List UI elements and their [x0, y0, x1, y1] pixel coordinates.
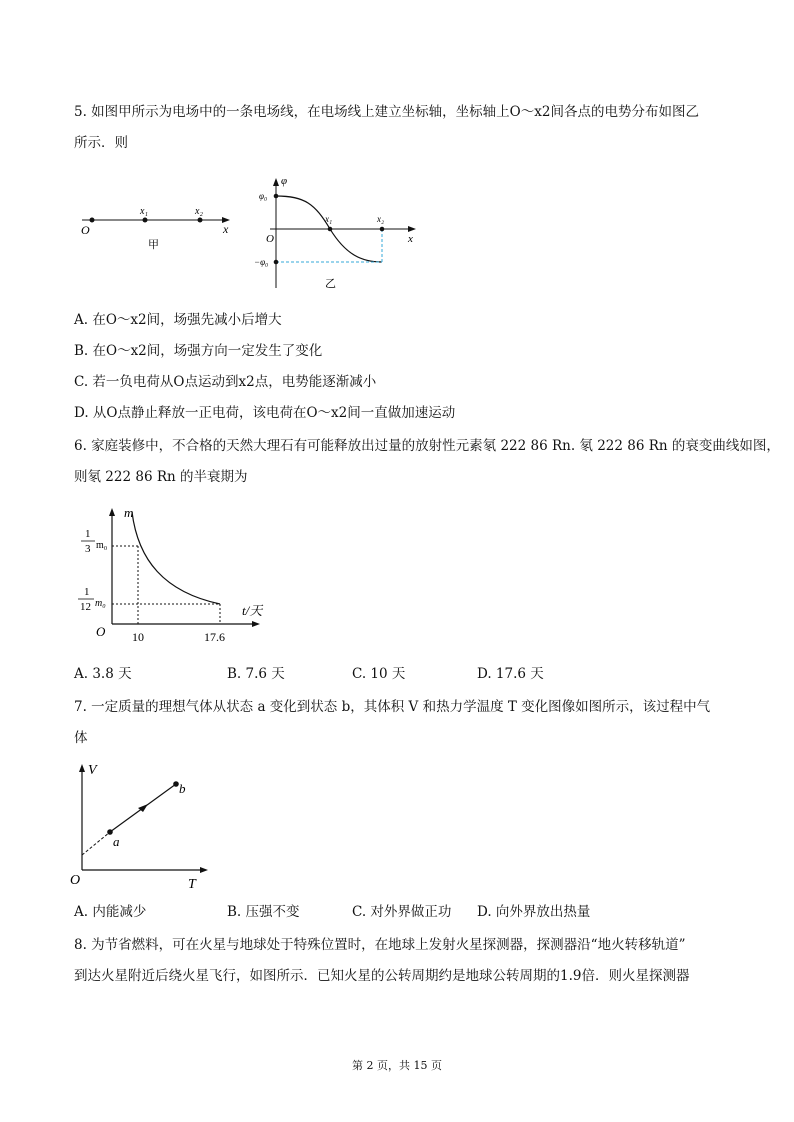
q7-stem-line1: 7. 一定质量的理想气体从状态 a 变化到状态 b，其体积 V 和热力学温度 T 变化图像如图所示，该过程中气 — [74, 699, 711, 715]
jia-x1-label: x₁ — [140, 206, 148, 217]
yi-x-axis-label: x — [408, 233, 413, 245]
q7-option-b: B. 压强不变 — [227, 904, 300, 920]
q7-t-axis-label: T — [188, 877, 196, 892]
yi-x1-label: x₁ — [325, 214, 333, 224]
yi-neg-phi0-label: −φ₀ — [254, 257, 269, 267]
yi-caption: 乙 — [325, 278, 336, 290]
q6-origin-label: O — [96, 624, 106, 639]
q5-figure-jia — [78, 200, 238, 252]
q7-stem-line2: 体 — [74, 730, 88, 746]
q7-option-d: D. 向外界放出热量 — [477, 904, 591, 920]
q6-option-b: B. 7.6 天 — [227, 666, 285, 682]
q6-ytick2-num: 1 — [84, 586, 90, 598]
yi-origin-label: O — [266, 233, 274, 245]
q7-option-c: C. 对外界做正功 — [352, 904, 452, 920]
jia-origin-label: O — [81, 223, 90, 237]
q6-decay-graph — [72, 500, 292, 648]
q6-ytick2-unit: m₀ — [95, 598, 106, 609]
q5-option-b: B. 在O～x2间，场强方向一定发生了变化 — [74, 343, 323, 359]
yi-phi-axis-label: φ — [281, 175, 288, 187]
q6-stem-line2: 则氡 222 86 Rn 的半衰期为 — [74, 469, 248, 485]
q5-figure-yi — [250, 172, 425, 292]
q6-ytick1-num: 1 — [85, 528, 91, 540]
q6-ytick1-unit: m₀ — [96, 540, 108, 551]
q7-origin-label: O — [70, 873, 81, 888]
q8-stem-line1: 8. 为节省燃料，可在火星与地球处于特殊位置时，在地球上发射火星探测器，探测器沿“地火转移轨道” — [74, 937, 686, 953]
yi-phi0-label: φ₀ — [259, 191, 268, 201]
q6-t-axis-label: t/天 — [242, 603, 263, 618]
q5-option-c: C. 若一负电荷从O点运动到x2点，电势能逐渐减小 — [74, 374, 377, 390]
q5-option-a: A. 在O～x2间，场强先减小后增大 — [74, 312, 282, 328]
page-footer: 第 2 页，共 15 页 — [352, 1059, 442, 1072]
decay-curve — [132, 512, 220, 604]
q7-vt-graph — [68, 758, 218, 892]
q6-option-a: A. 3.8 天 — [74, 666, 132, 682]
yi-x2-label: x₂ — [377, 214, 385, 224]
q7-state-b-label: b — [179, 781, 186, 796]
q8-stem-line2: 到达火星附近后绕火星飞行，如图所示．已知火星的公转周期约是地球公转周期的1.9倍．则火星探测器 — [74, 968, 690, 984]
q6-option-d: D. 17.6 天 — [477, 666, 544, 682]
q5-stem-line2: 所示．则 — [74, 135, 128, 151]
q7-option-a: A. 内能减少 — [74, 904, 147, 920]
q5-option-d: D. 从O点静止释放一正电荷，该电荷在O～x2间一直做加速运动 — [74, 405, 456, 421]
jia-caption: 甲 — [148, 239, 159, 251]
jia-x-axis-label: x — [223, 222, 229, 236]
q6-stem-line1: 6. 家庭装修中，不合格的天然大理石有可能释放出过量的放射性元素氡 222 86 Rn. 氡 222 86 Rn 的衰变曲线如图， — [74, 438, 780, 454]
q5-stem-line1: 5. 如图甲所示为电场中的一条电场线，在电场线上建立坐标轴，坐标轴上O～x2间各点的电势分布如图乙 — [74, 104, 699, 120]
q6-option-c: C. 10 天 — [352, 666, 406, 682]
q6-xtick-10: 10 — [132, 630, 144, 644]
q6-m-axis-label: m — [124, 505, 134, 520]
jia-x2-label: x₂ — [195, 206, 203, 217]
q6-ytick1-den: 3 — [85, 543, 91, 555]
q6-xtick-17-6: 17.6 — [204, 630, 225, 644]
q7-v-axis-label: V — [88, 763, 97, 778]
q6-ytick2-den: 12 — [80, 601, 91, 613]
q7-state-a-label: a — [113, 834, 120, 849]
